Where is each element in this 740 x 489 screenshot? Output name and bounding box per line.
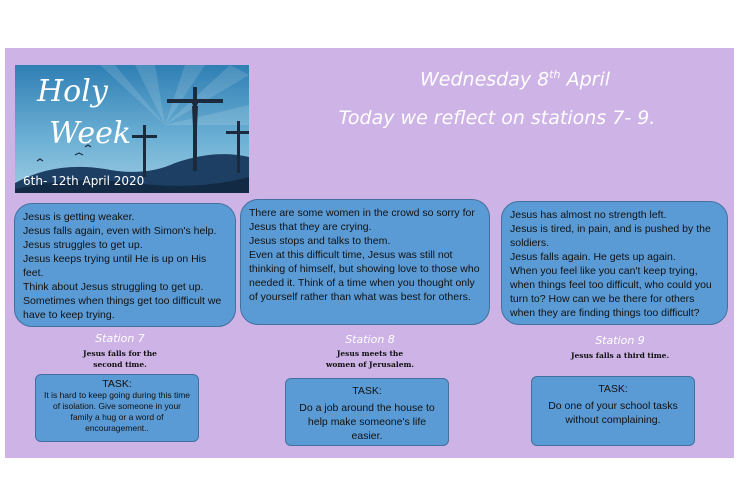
station-7-reflection-box <box>14 203 236 327</box>
reflection-line: Jesus falls again, even with Simon's help. <box>23 225 217 237</box>
holy-week-banner <box>15 65 249 193</box>
task-label: TASK: <box>598 383 628 395</box>
station-7-title: Station 7 <box>95 332 145 345</box>
reflection-line: Jesus stops and talks to them. <box>249 235 391 247</box>
station-8-reflection-box <box>240 199 490 325</box>
station-8-task-box <box>285 378 449 446</box>
slide <box>5 48 734 458</box>
task-label: TASK: <box>352 385 382 397</box>
station-9-reflection-box <box>501 201 728 325</box>
station-7-task-box <box>35 374 199 442</box>
date-heading: Wednesday 8th April <box>419 68 610 91</box>
reflection-line: Jesus keeps trying until He is up on His feet. <box>23 253 207 279</box>
station-9-title: Station 9 <box>595 334 645 347</box>
task-text: Do one of your school tasks without complaining. <box>548 400 678 426</box>
station-9-caption: Jesus falls a third time. <box>570 351 670 360</box>
station-7-caption: Jesus falls for the second time. <box>83 349 157 369</box>
station-8-caption: Jesus meets the women of Jerusalem. <box>325 349 415 369</box>
reflection-line: Think about Jesus struggling to get up. Sometimes when things get too difficult we have to keep trying. <box>23 281 222 321</box>
station-8-title: Station 8 <box>345 333 395 346</box>
banner-dates: 6th- 12th April 2020 <box>23 174 145 188</box>
reflection-line: Jesus is tired, in pain, and is pushed by the soldiers. <box>510 223 711 249</box>
task-text: Do a job around the house to help make someone's life easier. <box>299 402 435 442</box>
reflection-line: Jesus is getting weaker. <box>23 211 135 223</box>
reflection-line: Even at this difficult time, Jesus was still not thinking of himself, but showing love to those who needed it. Think of a time when you thought only of yourself rather than what was best for others. <box>249 249 480 303</box>
crucifixion-scene-image <box>15 65 249 193</box>
reflection-line: Jesus has almost no strength left. <box>510 209 667 221</box>
reflection-line: Jesus falls again. He gets up again. <box>510 251 676 263</box>
task-text: It is hard to keep going during this time of isolation. Give someone in your family a hug or a word of encouragement.. <box>44 390 190 433</box>
task-label: TASK: <box>102 378 132 390</box>
reflection-line: There are some women in the crowd so sorry for Jesus that they are crying. <box>249 207 475 233</box>
reflection-line: Jesus struggles to get up. <box>23 239 143 251</box>
reflection-line: When you feel like you can't keep trying, when things feel too difficult, who could you turn to? How can we be there for others when they are finding things too difficult? <box>510 265 712 319</box>
banner-title-holy: Holy <box>37 74 108 109</box>
banner-title-week: Week <box>49 116 132 151</box>
subtitle-heading: Today we reflect on stations 7- 9. <box>338 107 656 129</box>
station-9-task-box <box>531 376 695 446</box>
